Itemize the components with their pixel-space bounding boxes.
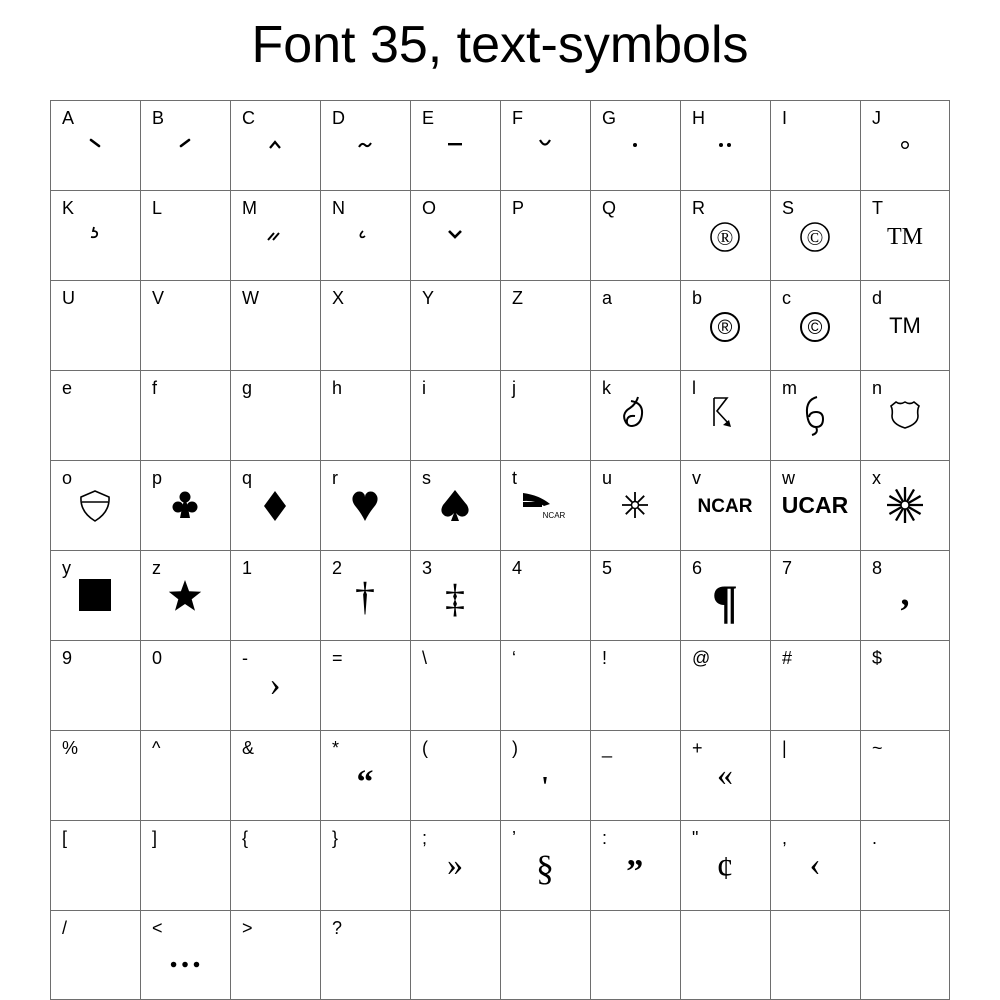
cell-key-label: ;: [422, 828, 428, 848]
cell-key-label: d: [872, 288, 883, 308]
cell-key-label: M: [242, 198, 257, 218]
symbol-cell: [140, 190, 230, 280]
ncar-logo-icon: [500, 460, 590, 550]
symbol-cell: [770, 820, 860, 910]
symbol-cell: [680, 730, 770, 820]
symbol-cell: [770, 190, 860, 280]
symbol-cell: [680, 550, 770, 640]
cell-key-label: =: [332, 648, 343, 668]
macron-icon: [410, 100, 500, 190]
glyph-text: ¢: [716, 850, 734, 887]
symbol-cell: [230, 280, 320, 370]
copyright-serif-icon: [770, 190, 860, 280]
cell-key-label: Q: [602, 198, 617, 218]
registered-serif-icon: [680, 190, 770, 280]
glyph-text: TM: [889, 313, 921, 338]
cell-key-label: H: [692, 108, 705, 128]
cell-key-label: m: [782, 378, 797, 398]
symbol-cell: [590, 640, 680, 730]
cell-key-label: 1: [242, 558, 253, 578]
symbol-cell: [860, 280, 950, 370]
cell-key-label: 5: [602, 558, 613, 578]
symbol-cell: [140, 370, 230, 460]
cell-key-label: u: [602, 468, 613, 488]
cell-key-label: D: [332, 108, 345, 128]
left-guillemet-icon: [680, 730, 770, 820]
symbol-cell: [320, 280, 410, 370]
symbol-cell: [50, 910, 140, 1000]
symbol-cell: [140, 820, 230, 910]
cell-key-label: N: [332, 198, 345, 218]
cell-key-label: -: [242, 648, 248, 668]
left-double-quote-icon: [320, 730, 410, 820]
symbol-cell: [590, 820, 680, 910]
cedilla-icon: [50, 190, 140, 280]
symbol-cell: [860, 910, 950, 1000]
cell-key-label: C: [242, 108, 255, 128]
ucar-wordmark-icon: [770, 460, 860, 550]
symbol-cell: [230, 640, 320, 730]
cell-key-label: U: [62, 288, 75, 308]
cell-key-label: (: [422, 738, 428, 758]
ogonek-icon: [320, 190, 410, 280]
glyph-text: TM: [887, 224, 923, 250]
symbol-cell: [140, 640, 230, 730]
cell-key-label: l: [692, 378, 696, 398]
symbol-cell: [590, 910, 680, 1000]
cell-key-label: A: [62, 108, 75, 128]
glyph-text: ®: [716, 225, 734, 250]
comma-serif-icon: [860, 550, 950, 640]
cell-key-label: ": [692, 828, 699, 848]
cell-key-label: E: [422, 108, 435, 128]
cell-key-label: B: [152, 108, 165, 128]
single-right-guillemet-icon: [230, 640, 320, 730]
symbol-cell: [410, 370, 500, 460]
glyph-text: ,: [900, 573, 910, 613]
cell-key-label: n: [872, 378, 883, 398]
heart-suit-icon: [320, 460, 410, 550]
single-left-guillemet-icon: [770, 820, 860, 910]
symbol-cell: [410, 190, 500, 280]
symbol-cell: [410, 640, 500, 730]
cell-key-label: I: [782, 108, 788, 128]
symbol-cell: [410, 730, 500, 820]
diamond-suit-icon: [230, 460, 320, 550]
cell-key-label: ): [512, 738, 518, 758]
cell-key-label: [: [62, 828, 68, 848]
glyph-text: »: [447, 846, 463, 882]
double-dagger-icon: [410, 550, 500, 640]
symbol-cell: [230, 100, 320, 190]
symbol-cell: [500, 280, 590, 370]
glyph-text: …: [168, 938, 202, 975]
cell-key-label: 2: [332, 558, 343, 578]
cell-key-label: ~: [872, 738, 883, 758]
cent-sign-icon: [680, 820, 770, 910]
glyph-text: ©: [806, 225, 824, 250]
cell-key-label: q: [242, 468, 253, 488]
symbol-cell: [770, 460, 860, 550]
tropical-storm-symbol-icon: [770, 370, 860, 460]
cell-key-label: ?: [332, 918, 343, 938]
glyph-text: ‹: [809, 846, 821, 883]
cell-key-label: S: [782, 198, 795, 218]
grave-accent-icon: [50, 100, 140, 190]
symbol-cell: [770, 280, 860, 370]
cell-key-label: &: [242, 738, 255, 758]
symbol-cell: [50, 370, 140, 460]
cell-key-label: v: [692, 468, 701, 488]
cell-key-label: +: [692, 738, 703, 758]
symbol-cell: [50, 820, 140, 910]
symbol-grid: [50, 100, 950, 1000]
interstate-shield-icon: [50, 460, 140, 550]
glyph-text: †: [355, 574, 375, 619]
cell-key-label: y: [62, 558, 71, 578]
us-highway-shield-icon: [860, 370, 950, 460]
symbol-cell: [320, 460, 410, 550]
symbol-cell: [140, 280, 230, 370]
glyph-text: ©: [807, 317, 823, 339]
glyph-text: NCAR: [697, 496, 753, 517]
cell-key-label: @: [692, 648, 711, 668]
cell-key-label: K: [62, 198, 75, 218]
symbol-cell: [140, 730, 230, 820]
symbol-cell: [500, 460, 590, 550]
symbol-cell: [320, 910, 410, 1000]
cell-key-label: 7: [782, 558, 793, 578]
symbol-cell: [590, 280, 680, 370]
symbol-cell: [860, 640, 950, 730]
symbol-cell: [50, 190, 140, 280]
cell-key-label: ^: [152, 738, 161, 758]
symbol-cell: [500, 640, 590, 730]
symbol-cell: [230, 730, 320, 820]
symbol-cell: [50, 640, 140, 730]
cell-key-label: z: [152, 558, 161, 578]
symbol-cell: [50, 550, 140, 640]
ncar-wordmark-icon: [680, 460, 770, 550]
symbol-cell: [140, 100, 230, 190]
symbol-cell: [50, 100, 140, 190]
cell-key-label: /: [62, 918, 68, 938]
cell-key-label: k: [602, 378, 611, 398]
dot-accent-icon: [590, 100, 680, 190]
symbol-cell: [770, 730, 860, 820]
symbol-cell: [680, 190, 770, 280]
symbol-cell: [230, 370, 320, 460]
dagger-icon: [320, 550, 410, 640]
lightning-symbol-icon: [680, 370, 770, 460]
cell-key-label: F: [512, 108, 523, 128]
symbol-cell: [230, 550, 320, 640]
cell-key-label: e: [62, 378, 73, 398]
symbol-cell: [860, 460, 950, 550]
cell-key-label: Y: [422, 288, 435, 308]
circumflex-icon: [230, 100, 320, 190]
symbol-cell: [590, 460, 680, 550]
caron-icon: [410, 190, 500, 280]
cell-key-label: X: [332, 288, 345, 308]
cell-key-label: *: [332, 738, 340, 758]
cell-key-label: L: [152, 198, 163, 218]
spade-suit-icon: [410, 460, 500, 550]
cell-key-label: #: [782, 648, 793, 668]
glyph-text: «: [717, 756, 733, 792]
cell-key-label: h: [332, 378, 343, 398]
cell-key-label: :: [602, 828, 608, 848]
hurricane-symbol-icon: [590, 370, 680, 460]
glyph-text: “: [356, 764, 374, 801]
cell-key-label: !: [602, 648, 608, 668]
cell-key-label: {: [242, 828, 249, 848]
section-sign-icon: [500, 820, 590, 910]
cell-key-label: s: [422, 468, 431, 488]
dieresis-icon: [680, 100, 770, 190]
symbol-cell: [320, 190, 410, 280]
trademark-sans-icon: [860, 280, 950, 370]
cell-key-label: $: [872, 648, 883, 668]
symbol-cell: [680, 370, 770, 460]
cell-key-label: w: [782, 468, 795, 488]
cell-key-label: |: [782, 738, 787, 758]
symbol-cell: [500, 820, 590, 910]
cell-key-label: c: [782, 288, 791, 308]
symbol-cell: [590, 370, 680, 460]
symbol-cell: [860, 730, 950, 820]
cell-key-label: ’: [512, 828, 516, 848]
cell-key-label: Z: [512, 288, 523, 308]
cell-key-label: 4: [512, 558, 523, 578]
cell-key-label: G: [602, 108, 617, 128]
symbol-cell: [680, 460, 770, 550]
club-suit-icon: [140, 460, 230, 550]
glyph-text: §: [536, 848, 554, 888]
symbol-cell: [590, 550, 680, 640]
symbol-cell: [770, 910, 860, 1000]
symbol-cell: [770, 640, 860, 730]
registered-sans-icon: [680, 280, 770, 370]
cell-key-label: \: [422, 648, 428, 668]
right-guillemet-icon: [410, 820, 500, 910]
cell-key-label: j: [512, 378, 516, 398]
symbol-cell: [500, 910, 590, 1000]
symbol-cell: [320, 370, 410, 460]
breve-icon: [500, 100, 590, 190]
symbol-cell: [410, 100, 500, 190]
symbol-cell: [140, 550, 230, 640]
cell-key-label: p: [152, 468, 163, 488]
symbol-cell: [410, 460, 500, 550]
ellipsis-icon: [140, 910, 230, 1000]
cell-key-label: T: [872, 198, 883, 218]
glyph-text: ‡: [445, 576, 465, 621]
cell-key-label: ‘: [512, 648, 516, 668]
cell-key-label: V: [152, 288, 165, 308]
cell-key-label: b: [692, 288, 703, 308]
acute-accent-icon: [140, 100, 230, 190]
symbol-cell: [410, 550, 500, 640]
double-acute-icon: [230, 190, 320, 280]
cell-key-label: 9: [62, 648, 73, 668]
symbol-cell: [320, 550, 410, 640]
symbol-cell: [320, 730, 410, 820]
cell-key-label: .: [872, 828, 878, 848]
symbol-cell: [680, 100, 770, 190]
symbol-cell: [230, 910, 320, 1000]
cell-key-label: }: [332, 828, 339, 848]
page-title: Font 35, text-symbols: [251, 16, 749, 74]
cell-key-label: x: [872, 468, 881, 488]
cell-key-label: _: [602, 738, 613, 758]
symbol-cell: [590, 730, 680, 820]
cell-key-label: <: [152, 918, 163, 938]
symbol-cell: [50, 730, 140, 820]
filled-square-icon: [50, 550, 140, 640]
cell-key-label: o: [62, 468, 73, 488]
symbol-cell: [140, 460, 230, 550]
symbol-cell: [860, 550, 950, 640]
trademark-serif-icon: [860, 190, 950, 280]
cell-key-label: O: [422, 198, 437, 218]
cell-key-label: R: [692, 198, 705, 218]
symbol-cell: [680, 910, 770, 1000]
symbol-cell: [860, 820, 950, 910]
symbol-cell: [680, 820, 770, 910]
glyph-text: ¶: [712, 576, 738, 629]
symbol-cell: [500, 370, 590, 460]
glyph-text: ': [541, 772, 549, 803]
cell-key-label: J: [872, 108, 881, 128]
copyright-sans-icon: [770, 280, 860, 370]
cell-key-label: 8: [872, 558, 883, 578]
cell-key-label: ,: [782, 828, 788, 848]
symbol-cell: [860, 100, 950, 190]
symbol-cell: [320, 820, 410, 910]
symbol-cell: [500, 550, 590, 640]
cell-key-label: 6: [692, 558, 703, 578]
ring-icon: [860, 100, 950, 190]
symbol-cell: [500, 100, 590, 190]
symbol-cell: [590, 100, 680, 190]
symbol-cell: [410, 280, 500, 370]
cell-key-label: ]: [152, 828, 158, 848]
snowflake-large-icon: [860, 460, 950, 550]
symbol-cell: [230, 820, 320, 910]
symbol-cell: [50, 460, 140, 550]
symbol-cell: [860, 190, 950, 280]
symbol-cell: [50, 280, 140, 370]
symbol-cell: [680, 640, 770, 730]
symbol-cell: [320, 640, 410, 730]
snowflake-small-icon: [590, 460, 680, 550]
pilcrow-icon: [680, 550, 770, 640]
glyph-text: „: [626, 836, 644, 873]
symbol-cell: [770, 100, 860, 190]
symbol-cell: [320, 100, 410, 190]
symbol-cell: [410, 910, 500, 1000]
cell-key-label: P: [512, 198, 525, 218]
cell-key-label: g: [242, 378, 253, 398]
symbol-cell: [230, 190, 320, 280]
cell-key-label: >: [242, 918, 253, 938]
glyph-text: UCAR: [781, 492, 849, 518]
symbol-cell: [410, 820, 500, 910]
glyph-text: NCAR: [542, 511, 566, 520]
cell-key-label: t: [512, 468, 518, 488]
symbol-cell: [140, 910, 230, 1000]
cell-key-label: W: [242, 288, 259, 308]
cell-key-label: %: [62, 738, 79, 758]
cell-key-label: f: [152, 378, 158, 398]
symbol-cell: [230, 460, 320, 550]
cell-key-label: r: [332, 468, 338, 488]
cell-key-label: a: [602, 288, 613, 308]
cell-key-label: 0: [152, 648, 163, 668]
quotesingle-icon: [500, 730, 590, 820]
tilde-icon: [320, 100, 410, 190]
low-double-quote-icon: [590, 820, 680, 910]
symbol-cell: [770, 370, 860, 460]
cell-key-label: i: [422, 378, 426, 398]
glyph-text: ›: [269, 666, 281, 703]
symbol-cell: [680, 280, 770, 370]
symbol-cell: [590, 190, 680, 280]
symbol-cell: [860, 370, 950, 460]
symbol-cell: [500, 190, 590, 280]
filled-star-icon: [140, 550, 230, 640]
glyph-text: ®: [717, 317, 733, 339]
cell-key-label: 3: [422, 558, 433, 578]
symbol-cell: [770, 550, 860, 640]
symbol-cell: [500, 730, 590, 820]
